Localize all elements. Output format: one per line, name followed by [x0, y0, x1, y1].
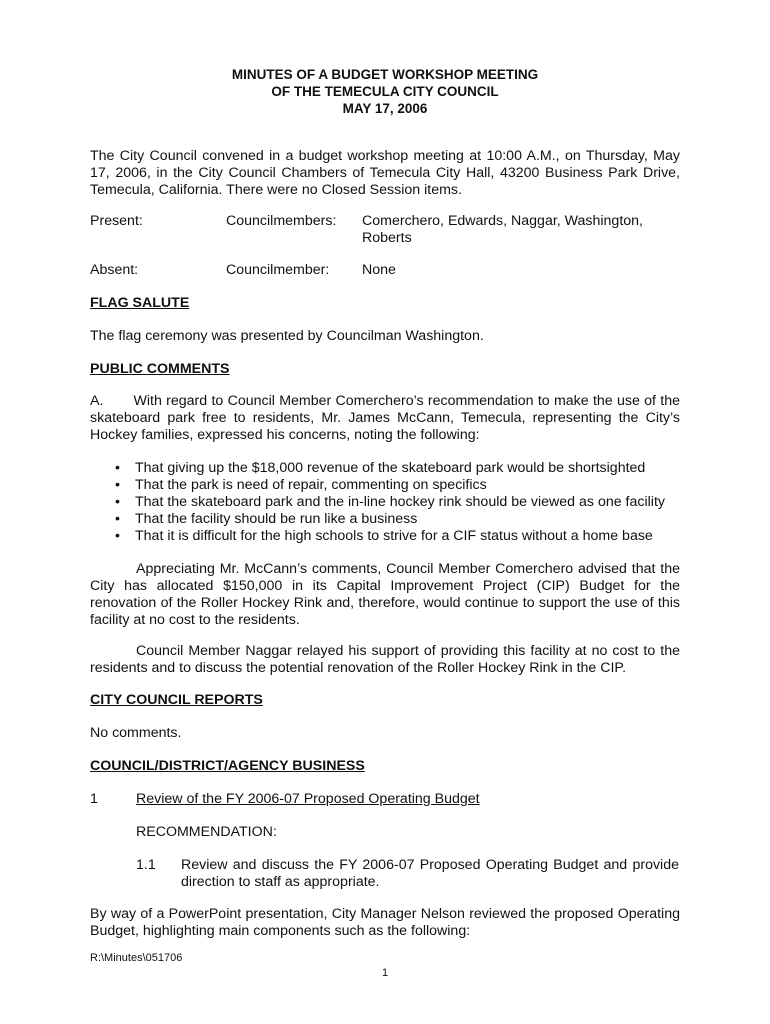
- title-line-2: OF THE TEMECULA CITY COUNCIL: [271, 84, 499, 99]
- page-number: 1: [381, 967, 389, 979]
- title-line-3: MAY 17, 2006: [342, 101, 428, 116]
- flag-salute-heading: FLAG SALUTE: [90, 295, 190, 311]
- flag-salute-text: The flag ceremony was presented by Councilman Washington.: [90, 328, 484, 344]
- item-title: Review of the FY 2006-07 Proposed Operating Budget: [136, 791, 480, 807]
- business-heading: COUNCIL/DISTRICT/AGENCY BUSINESS: [90, 758, 365, 774]
- list-item-text: That the park is need of repair, commenting on specifics: [135, 477, 487, 493]
- public-comments-heading: PUBLIC COMMENTS: [90, 361, 230, 377]
- sub-item-text: Review and discuss the FY 2006-07 Proposed Operating Budget and provide direction to staff as appropriate.: [181, 857, 679, 890]
- recommendation-label: RECOMMENDATION:: [136, 824, 277, 840]
- list-item-text: That it is difficult for the high schools to strive for a CIF status without a home base: [135, 528, 653, 544]
- public-comments-paragraph-a: A. With regard to Council Member Comerchero’s recommendation to make the use of the skateboard park free to residents, Mr. James McCann, Temecula, representing the City’s Hockey families, expressed his concerns, noting the following:: [90, 393, 680, 443]
- item-number: 1: [90, 791, 98, 807]
- absent-names: None: [362, 262, 396, 278]
- closing-paragraph: By way of a PowerPoint presentation, City Manager Nelson reviewed the proposed Operating Budget, highlighting main components such as the following:: [90, 906, 680, 939]
- council-reports-text: No comments.: [90, 725, 182, 741]
- bullet-icon: •: [115, 477, 120, 493]
- list-item-text: That the skateboard park and the in-line hockey rink should be viewed as one facility: [135, 494, 665, 510]
- absent-label: Absent:: [90, 262, 139, 278]
- bullet-icon: •: [115, 511, 120, 527]
- bullet-icon: •: [115, 460, 120, 476]
- title-line-1: MINUTES OF A BUDGET WORKSHOP MEETING: [231, 67, 539, 82]
- public-comments-paragraph-b: Appreciating Mr. McCann’s comments, Council Member Comerchero advised that the City has allocated $150,000 in its Capital Improvement Project (CIP) Budget for the renovation of the Roller Hockey Rink and, therefore, would continue to support the use of this facility at no cost to the residents.: [90, 561, 680, 628]
- present-names-line-1: Comerchero, Edwards, Naggar, Washington,: [362, 213, 643, 229]
- public-comments-paragraph-c: Council Member Naggar relayed his support of providing this facility at no cost to the residents and to discuss the potential renovation of the Roller Hockey Rink in the CIP.: [90, 643, 680, 676]
- footer-path: R:\Minutes\051706: [90, 952, 183, 964]
- present-names-line-2: Roberts: [362, 230, 412, 246]
- council-reports-heading: CITY COUNCIL REPORTS: [90, 692, 263, 708]
- absent-role: Councilmember:: [226, 262, 330, 278]
- list-item-text: That the facility should be run like a business: [135, 511, 418, 527]
- list-item-text: That giving up the $18,000 revenue of the skateboard park would be shortsighted: [135, 460, 646, 476]
- bullet-icon: •: [115, 494, 120, 510]
- present-label: Present:: [90, 213, 143, 229]
- bullet-icon: •: [115, 528, 120, 544]
- intro-paragraph: The City Council convened in a budget workshop meeting at 10:00 A.M., on Thursday, May 17, 2006, in the City Council Chambers of Temecula City Hall, 43200 Business Park Drive, Temecula, California. There were no Closed Session items.: [90, 148, 680, 198]
- present-role: Councilmembers:: [226, 213, 337, 229]
- sub-item-number: 1.1: [136, 857, 156, 873]
